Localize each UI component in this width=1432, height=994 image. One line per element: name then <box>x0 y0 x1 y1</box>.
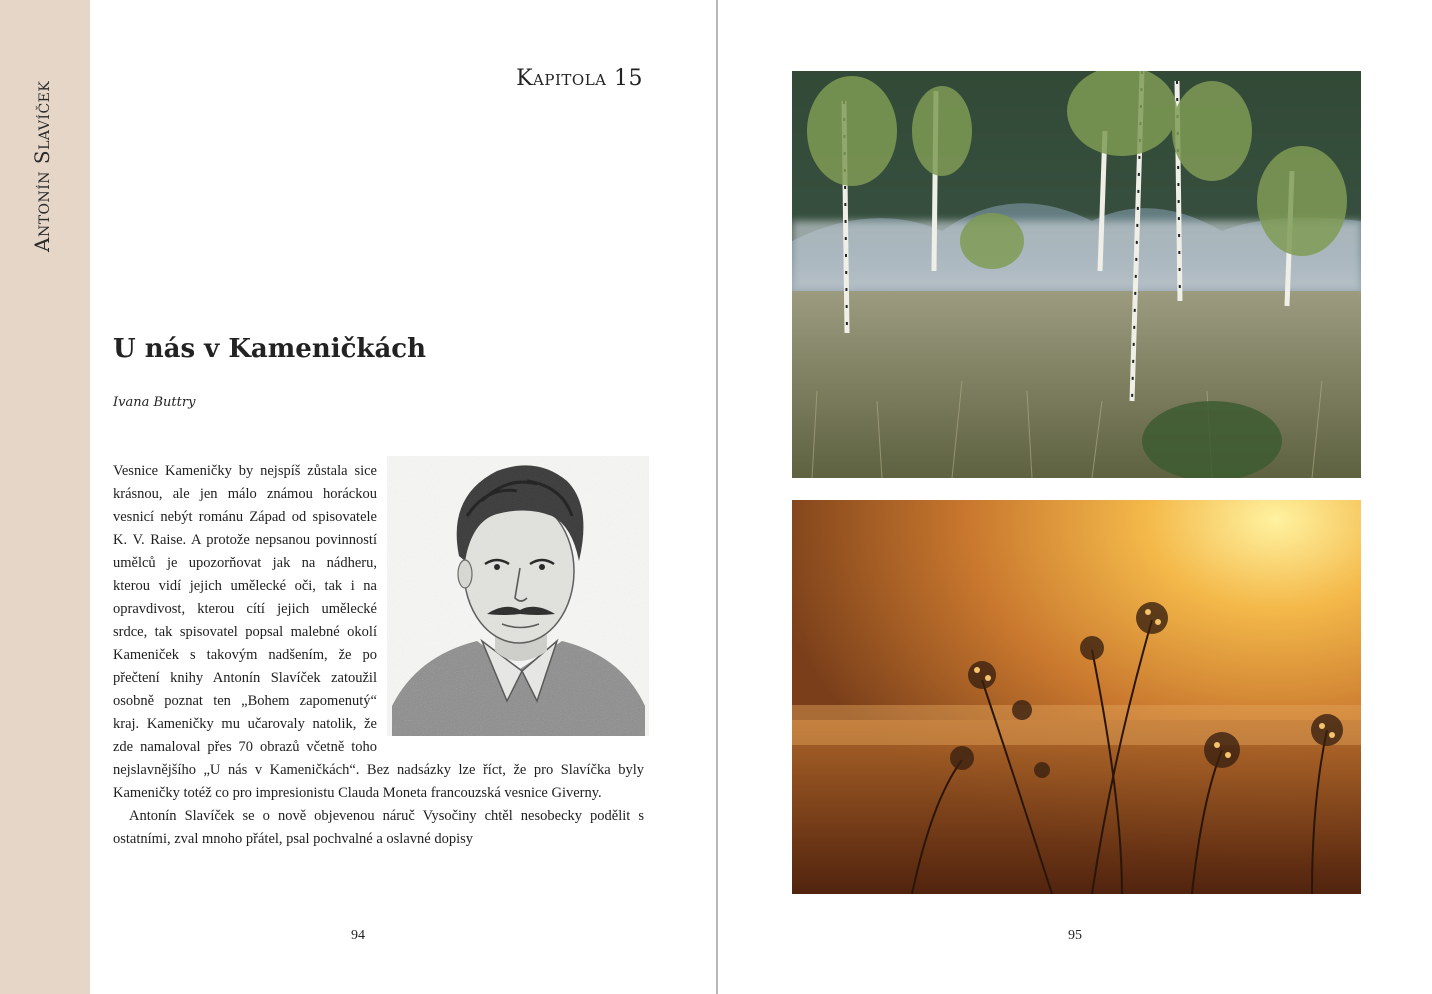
page-fold <box>716 0 718 994</box>
article-title: U nás v Kameničkách <box>113 334 427 364</box>
photo-misty-birch-meadow <box>792 71 1361 478</box>
paragraph: Antonín Slavíček se o nově objevenou náruč Vysočiny chtěl nesobecky podělit s ostatními, zval mnoho přátel, psal pochvalné a oslavné dopisy <box>113 808 644 847</box>
article-author: Ivana Buttry <box>113 395 196 410</box>
paragraph: Vesnice Kameničky by nejspíš zůstala sice krásnou, ale jen málo známou horáckou vesnicí nebýt románu Západ od spisovatele K. V. Raise. A protože nepsanou povinností umělců je upozorňovat jak na nádheru, kterou vidí jejich umělecké oči, tak i na opravdivost, kterou cítí jejich umělecké srdce, tak spisovatel popsal malebné okolí Kameniček s takovým nadšením, že po přečtení knihy Antonín Slavíček zatoužil osobně poznat ten „Bohem zapomenutý“ kraj. Kameničky mu učarovaly natolik, že zde namaloval přes 70 obrazů včetně toho nejslavnějšího „U nás v Kameničkách“. Bez nadsázky lze říct, že pro Slavíčka byly Kameničky totéž co pro impresionistu Clauda Moneta francouzská vesnice Giverny. <box>113 463 644 801</box>
photo-golden-meadow-sunrise <box>792 500 1361 894</box>
article-body <box>113 460 644 851</box>
portrait-drawing <box>387 456 649 741</box>
page-number-right: 95 <box>1068 928 1082 943</box>
chapter-heading: Kapitola 15 <box>516 66 643 91</box>
side-strip <box>0 0 90 994</box>
side-title: Antonín Slavíček <box>30 80 54 252</box>
page-number-left: 94 <box>351 928 365 943</box>
